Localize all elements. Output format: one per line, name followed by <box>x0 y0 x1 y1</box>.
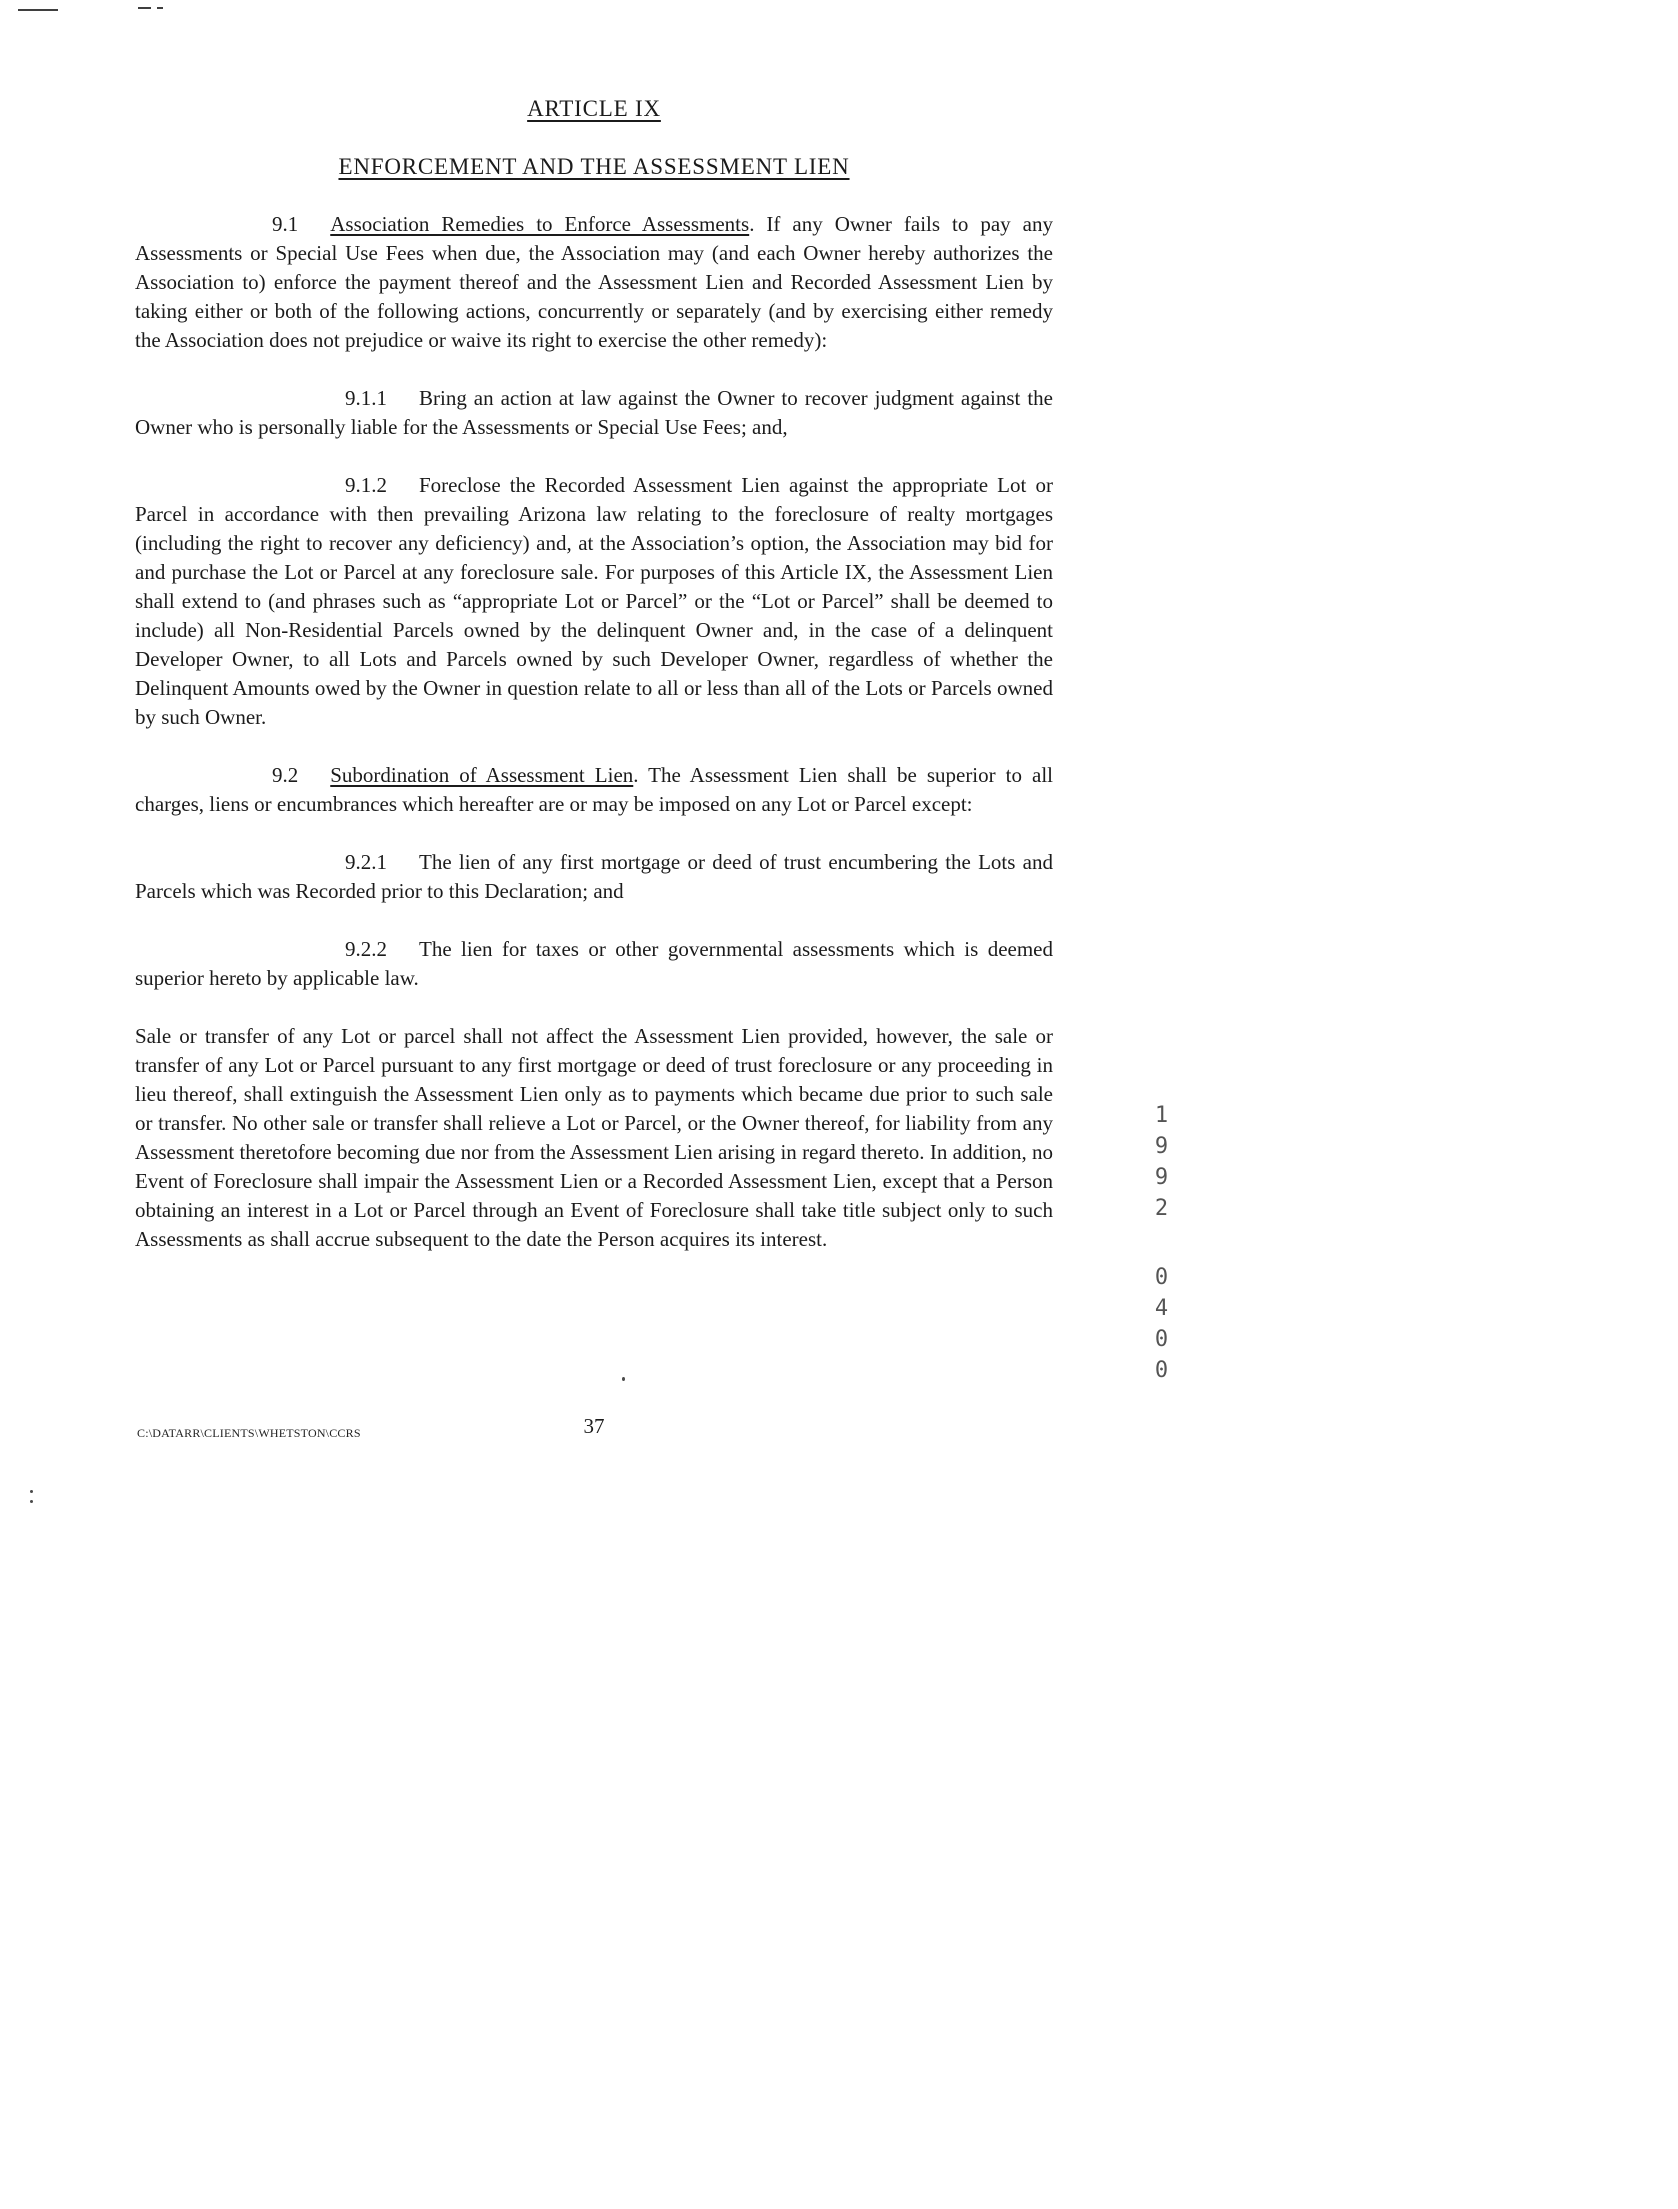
section-9-1 <box>135 210 1053 355</box>
scan-artifact-dot <box>622 1377 625 1381</box>
section-body: The lien for taxes or other governmental assessments which is deemed superior hereto by applicable law. <box>135 937 1053 990</box>
scan-artifact-dash <box>138 7 151 9</box>
section-body: . The Assessment Lien shall be superior to all charges, liens or encumbrances which hereafter are or may be imposed on any Lot or Parcel except: <box>135 763 1053 816</box>
scan-artifact-dash <box>18 9 58 11</box>
stamp-number-bottom: 0400 <box>1149 1265 1174 1389</box>
section-heading: Association Remedies to Enforce Assessments <box>330 212 750 236</box>
scan-artifact-dash <box>157 7 163 9</box>
article-content <box>135 94 1053 1283</box>
section-number: 9.1 <box>272 212 299 236</box>
scan-artifact-dot <box>30 1500 33 1503</box>
footer-file-path: C:\DATARR\CLIENTS\WHETSTON\CCRS <box>137 1426 361 1440</box>
page-number: 37 <box>583 1414 605 1438</box>
section-body: Foreclose the Recorded Assessment Lien against the appropriate Lot or Parcel in accordance with then prevailing Arizona law relating to the foreclosure of realty mortgages (including the right to recover any deficiency) and, at the Association’s option, the Association may bid for and purchase the Lot or Parcel at any foreclosure sale. For purposes of this Article IX, the Assessment Lien shall extend to (and phrases such as “appropriate Lot or Parcel” or the “Lot or Parcel” shall be deemed to include) all Non-Residential Parcels owned by the delinquent Owner and, in the case of a delinquent Developer Owner, to all Lots and Parcels owned by such Developer Owner, regardless of whether the Delinquent Amounts owed by the Owner in question relate to all or less than all of the Lots or Parcels owned by such Owner. <box>135 473 1053 729</box>
section-body: Sale or transfer of any Lot or parcel shall not affect the Assessment Lien provided, however, the sale or transfer of any Lot or Parcel pursuant to any first mortgage or deed of trust foreclosure or any proceeding in lieu thereof, shall extinguish the Assessment Lien only as to payments which became due prior to such sale or transfer. No other sale or transfer shall relieve a Lot or Parcel, or the Owner thereof, for liability from any Assessment theretofore becoming due nor from the Assessment Lien arising in regard thereto. In addition, no Event of Foreclosure shall impair the Assessment Lien or a Recorded Assessment Lien, except that a Person obtaining an interest in a Lot or Parcel through an Event of Foreclosure shall take title subject only to such Assessments as shall accrue subsequent to the date the Person acquires its interest. <box>135 1024 1053 1251</box>
section-heading: Subordination of Assessment Lien <box>330 763 634 787</box>
section-body: The lien of any first mortgage or deed of trust encumbering the Lots and Parcels which was Recorded prior to this Declaration; and <box>135 850 1053 903</box>
section-9-1-1 <box>135 384 1053 442</box>
stamp-number-top: 1992 <box>1149 1103 1174 1227</box>
section-9-2 <box>135 761 1053 819</box>
section-number: 9.1.1 <box>345 386 387 410</box>
recording-stamp <box>1150 1103 1172 1389</box>
closing-paragraph <box>135 1022 1053 1254</box>
section-9-2-2 <box>135 935 1053 993</box>
section-9-1-2 <box>135 471 1053 732</box>
scan-artifact-dot <box>30 1490 33 1493</box>
section-9-2-1 <box>135 848 1053 906</box>
section-number: 9.1.2 <box>345 473 387 497</box>
section-number: 9.2 <box>272 763 299 787</box>
section-body: . If any Owner fails to pay any Assessments or Special Use Fees when due, the Association may (and each Owner hereby authorizes the Association to) enforce the payment thereof and the Assessment Lien and Recorded Assessment Lien by taking either or both of the following actions, concurrently or separately (and by exercising either remedy the Association does not prejudice or waive its right to exercise the other remedy): <box>135 212 1054 352</box>
section-body: Bring an action at law against the Owner to recover judgment against the Owner who is personally liable for the Assessments or Special Use Fees; and, <box>135 386 1053 439</box>
article-title: ARTICLE IX <box>527 96 661 121</box>
section-number: 9.2.2 <box>345 937 387 961</box>
article-subtitle: ENFORCEMENT AND THE ASSESSMENT LIEN <box>338 154 850 179</box>
section-number: 9.2.1 <box>345 850 387 874</box>
